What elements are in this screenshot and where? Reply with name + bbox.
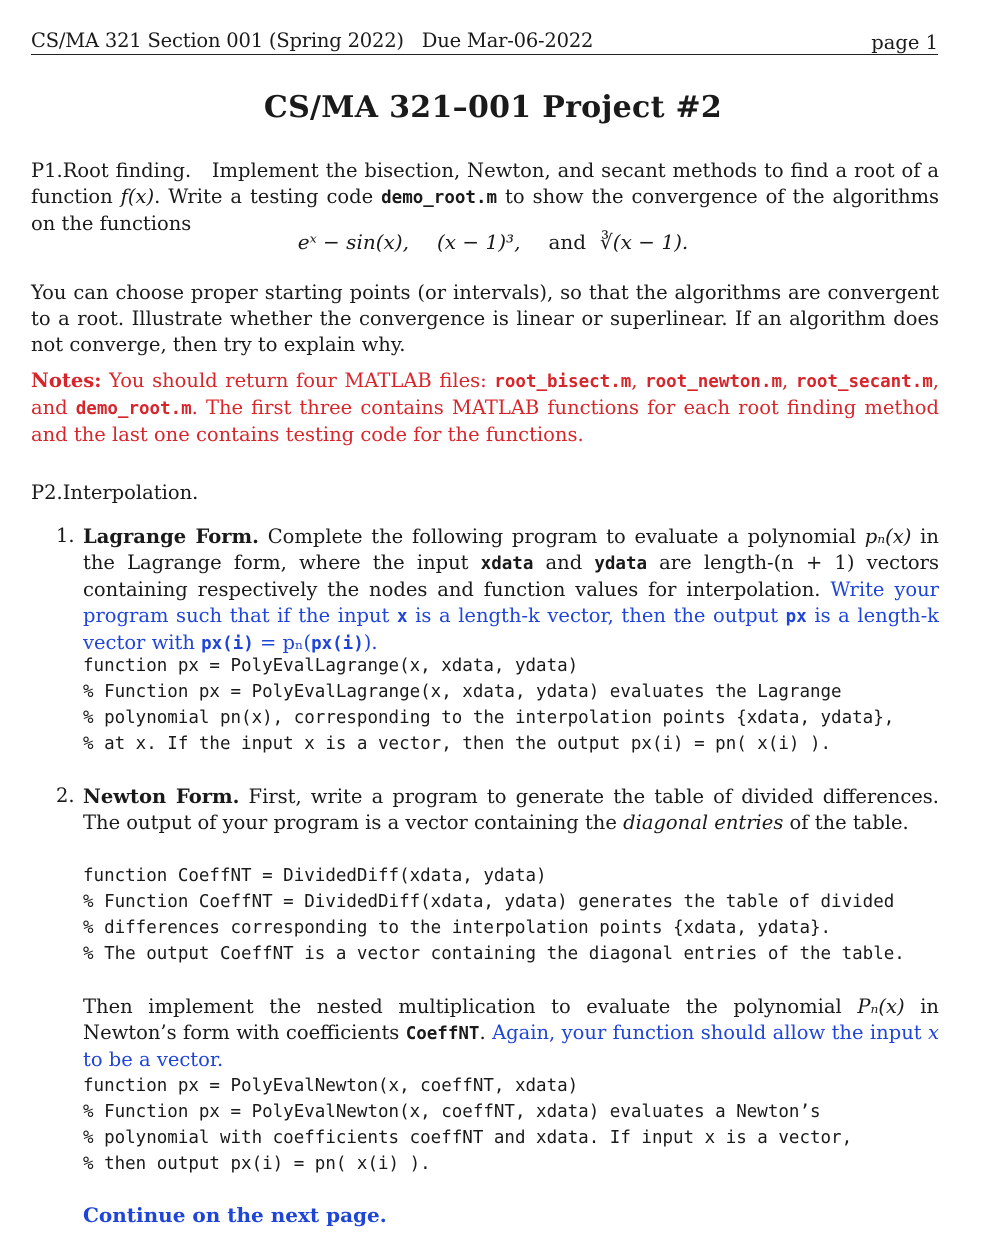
divided-diff-code-block: [83, 863, 963, 967]
code-line: % Function px = PolyEvalNewton(x, coeffNT, xdata) evaluates a Newton’s: [83, 1102, 821, 1122]
p1-heading: P1.Root finding.: [31, 159, 192, 182]
code-line: % differences corresponding to the interpolation points {xdata, ydata}.: [83, 918, 832, 938]
page-title: CS/MA 321–001 Project #2: [263, 90, 723, 125]
demo-file-name: demo_root.m: [381, 188, 498, 208]
item2-number: 2.: [56, 784, 75, 807]
p1-notes: Notes: You should return four MATLAB files: root_bisect.m, root_newton.m, root_secant.m, and demo_root.m. The first three contains MATLAB functions for each root finding method and the last one contains testing code for the functions.: [31, 369, 939, 446]
code-line: % Function CoeffNT = DividedDiff(xdata, ydata) generates the table of divided: [83, 892, 895, 912]
header-page-number: page 1: [871, 31, 938, 54]
item1-number: 1.: [56, 524, 75, 547]
item1-text: Lagrange Form. Complete the following program to evaluate a polynomial pₙ(x) in the Lagrange form, where the input xdata and ydata are length-(n + 1) vectors containing respectively the nodes and function values for interpolation. Write your program such that if the input x is a length-k vector, then the output px is a length-k vector with px(i) = pₙ(px(i)).: [83, 525, 940, 654]
p1-intro: P1.Root finding. Implement the bisection, Newton, and secant methods to find a root of a function f(x). Write a testing code demo_root.m to show the convergence of the algorithms on the functions: [31, 159, 940, 235]
code-line: function px = PolyEvalNewton(x, coeffNT, xdata): [83, 1076, 579, 1096]
code-line: % Function px = PolyEvalLagrange(x, xdata, ydata) evaluates the Lagrange: [83, 682, 842, 702]
header-course-info: CS/MA 321 Section 001 (Spring 2022) Due Mar-06-2022: [31, 29, 594, 52]
nested-multiplication-text: Then implement the nested multiplication to evaluate the polynomial Pₙ(x) in Newton’s form with coefficients CoeffNT. Again, your function should allow the input x to be a vector.: [83, 995, 939, 1071]
header-rule: [31, 54, 938, 55]
code-line: % polynomial with coefficients coeffNT and xdata. If input x is a vector,: [83, 1128, 853, 1148]
lagrange-code-block: [83, 653, 963, 757]
p1-instructions: You can choose proper starting points (or intervals), so that the algorithms are convergent to a root. Illustrate whether the convergence is linear or superlinear. If an algorithm does not converge, then try to explain why.: [31, 281, 939, 356]
code-line: function CoeffNT = DividedDiff(xdata, ydata): [83, 866, 547, 886]
code-line: % polynomial pn(x), corresponding to the interpolation points {xdata, ydata},: [83, 708, 895, 728]
code-line: function px = PolyEvalLagrange(x, xdata, ydata): [83, 656, 579, 676]
function-list: eˣ − sin(x), (x − 1)³, and ∛(x − 1).: [297, 230, 689, 254]
continue-note: Continue on the next page.: [83, 1203, 387, 1227]
code-line: % The output CoeffNT is a vector containing the diagonal entries of the table.: [83, 944, 905, 964]
item2-text: Newton Form. First, write a program to generate the table of divided differences. The output of your program is a vector containing the diagonal entries of the table.: [83, 785, 940, 834]
code-line: % then output px(i) = pn( x(i) ).: [83, 1154, 431, 1174]
code-line: % at x. If the input x is a vector, then the output px(i) = pn( x(i) ).: [83, 734, 832, 754]
p2-heading: P2.Interpolation.: [31, 481, 199, 504]
newton-code-block: [83, 1073, 963, 1177]
